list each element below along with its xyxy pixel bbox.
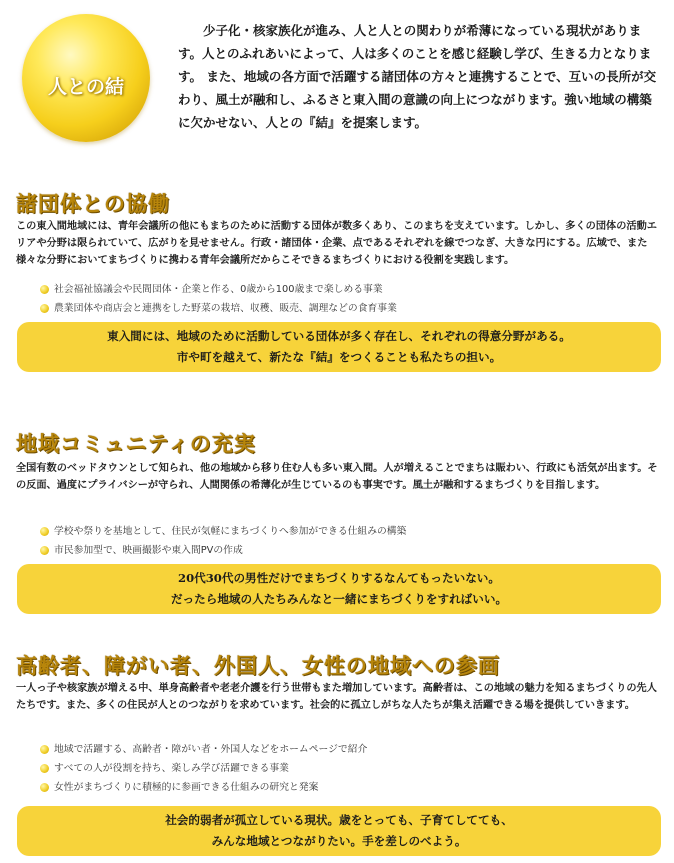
section-community xyxy=(0,428,674,618)
bullet-list xyxy=(40,280,397,318)
bullet-dot-icon xyxy=(40,285,49,294)
list-item: 学校や祭りを基地として、住民が気軽にまちづくりへ参加ができる仕組みの構築 xyxy=(40,522,406,541)
callout-box: 20代30代の男性だけでまちづくりするなんてもったいない。 だったら地域の人たちみんなと一緒にまちづくりをすればいい。 xyxy=(17,564,661,614)
section-body: 全国有数のベッドタウンとして知られ、他の地域から移り住む人も多い東入間。人が増えることでまちは賑わい、行政にも活気が出ます。その反面、過度にプライバシーが守られ、人間関係の希薄化が生じているのも事実です。風土が融和するまちづくりを目指します。 xyxy=(16,463,658,491)
section-collaboration xyxy=(0,188,674,378)
bullet-list xyxy=(40,740,367,797)
callout-box: 社会的弱者が孤立している現状。歳をとっても、子育てしてても、 みんな地域とつながりたい。手を差しのべよう。 xyxy=(17,806,661,856)
section-title: 諸団体との協働 xyxy=(16,191,170,216)
section-title: 高齢者、障がい者、外国人、女性の地域への参画 xyxy=(16,653,500,678)
list-item: 女性がまちづくりに積極的に参画できる仕組みの研究と発案 xyxy=(40,778,367,797)
intro-block xyxy=(0,0,674,160)
bullet-dot-icon xyxy=(40,546,49,555)
section-participation xyxy=(0,650,674,860)
badge-orb xyxy=(22,14,150,142)
callout-box: 東入間には、地域のために活動している団体が多く存在し、それぞれの得意分野がある。 市や町を越えて、新たな『結』をつくることも私たちの担い。 xyxy=(17,322,661,372)
section-body: この東入間地域には、青年会議所の他にもまちのために活動する団体が数多くあり、このまちを支えています。しかし、多くの団体の活動エリアや分野は限られていて、広がりを見せません。行政・諸団体・企業、点であるそれぞれを線でつなぎ、大きな円にする。広域で、また様々な分野においてまちづくりに携わる青年会議所だからこそできるまちづくりにおける役割を実践します。 xyxy=(16,221,657,266)
bullet-dot-icon xyxy=(40,745,49,754)
bullet-dot-icon xyxy=(40,527,49,536)
list-item: 農業団体や商店会と連携をした野菜の栽培、収穫、販売、調理などの食育事業 xyxy=(40,299,397,318)
list-item: すべての人が役割を持ち、楽しみ学び活躍できる事業 xyxy=(40,759,367,778)
list-item: 市民参加型で、映画撮影や東入間PVの作成 xyxy=(40,541,406,560)
bullet-list xyxy=(40,522,406,560)
section-body: 一人っ子や核家族が増える中、単身高齢者や老老介護を行う世帯もまた増加しています。高齢者は、この地域の魅力を知るまちづくりの先人たちです。また、多くの住民が人とのつながりを求めています。社会的に孤立しがちな人たちが集え活躍できる場を提供していきます。 xyxy=(16,683,657,711)
section-title: 地域コミュニティの充実 xyxy=(16,431,256,456)
bullet-dot-icon xyxy=(40,304,49,313)
list-item: 地域で活躍する、高齢者・障がい者・外国人などをホームページで紹介 xyxy=(40,740,367,759)
badge-label: 人との結 xyxy=(47,76,124,98)
list-item: 社会福祉協議会や民間団体・企業と作る、0歳から100歳まで楽しめる事業 xyxy=(40,280,397,299)
bullet-dot-icon xyxy=(40,783,49,792)
bullet-dot-icon xyxy=(40,764,49,773)
intro-text: 少子化・核家族化が進み、人と人との関わりが希薄になっている現状があります。人とのふれあいによって、人は多くのことを感じ経験し学び、生きる力となります。 また、地域の各方面で活躍する諸団体の方々と連携することで、互いの長所が交わり、風土が融和し、ふるさと東入間の意識の向上につながります。強い地域の構築に欠かせない、人との『結』を提案します。 xyxy=(178,23,657,130)
